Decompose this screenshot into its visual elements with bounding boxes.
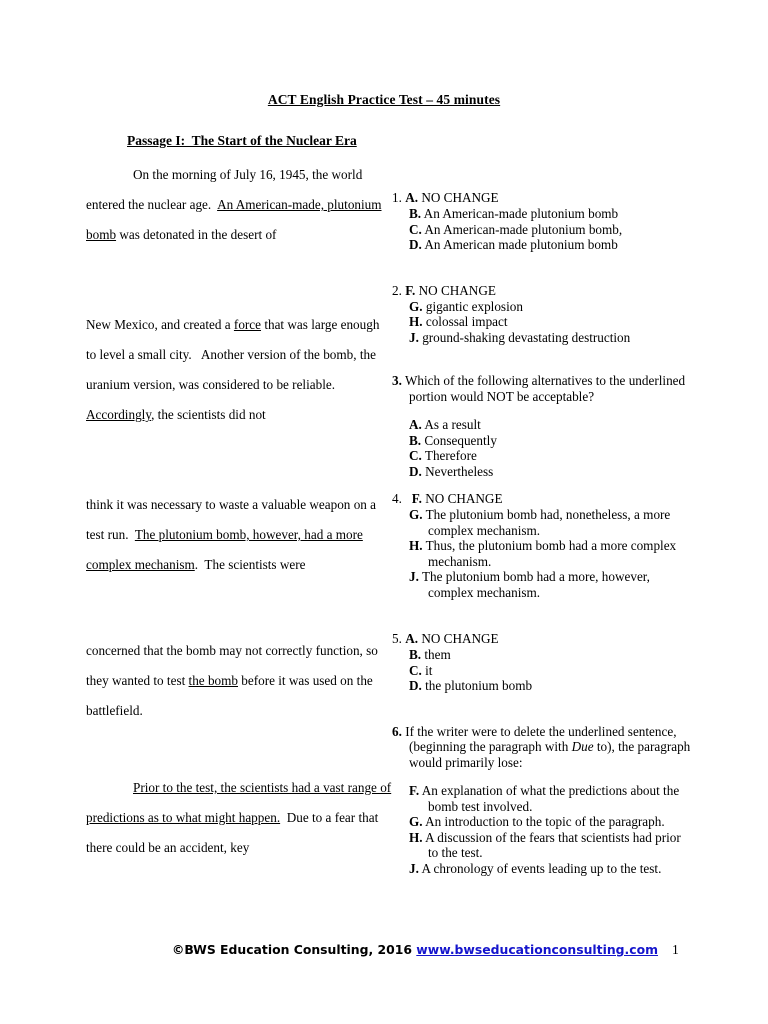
option-item[interactable] xyxy=(409,538,692,569)
passage-line xyxy=(86,370,386,400)
footer-content xyxy=(172,942,658,958)
option-text[interactable]: gigantic explosion xyxy=(425,298,523,314)
option-item[interactable] xyxy=(409,222,692,238)
passage-line xyxy=(86,310,386,340)
underlined-portion: An American-made, plutonium xyxy=(217,197,382,212)
option-list xyxy=(409,299,692,346)
passage-text: before it was used on the xyxy=(238,673,373,688)
option-item[interactable] xyxy=(409,830,692,861)
passage-text: to level a small city. Another version of the bomb, the xyxy=(86,347,376,362)
question-number: 3. xyxy=(392,373,402,388)
option-text[interactable]: NO CHANGE xyxy=(425,491,503,506)
option-list xyxy=(409,206,692,253)
option-list xyxy=(409,417,692,479)
option-item[interactable] xyxy=(409,783,692,814)
option-letter[interactable]: B. xyxy=(409,206,422,221)
paragraph-spacer xyxy=(86,250,386,310)
option-text[interactable]: colossal impact xyxy=(425,314,508,329)
option-text[interactable]: NO CHANGE xyxy=(421,190,499,205)
option-letter[interactable]: G. xyxy=(409,814,423,829)
option-text[interactable]: An explanation of what the predictions about the bomb test involved. xyxy=(421,783,680,814)
option-letter[interactable]: A. xyxy=(405,190,419,205)
question-number: 2. xyxy=(392,282,402,298)
passage-text: that was large enough xyxy=(261,317,380,332)
option-letter[interactable]: B. xyxy=(409,647,422,662)
option-text[interactable]: Nevertheless xyxy=(425,463,494,479)
option-item[interactable] xyxy=(409,814,692,830)
option-text[interactable]: As a result xyxy=(424,417,481,432)
option-item[interactable] xyxy=(409,206,692,222)
passage-line xyxy=(86,490,386,520)
option-letter[interactable]: J. xyxy=(409,569,419,584)
passage-text: battlefield. xyxy=(86,703,143,718)
passage-text: New Mexico, and created a xyxy=(86,317,234,332)
question-stem-emphasis: Due xyxy=(571,739,594,754)
option-list xyxy=(409,783,692,876)
question-stem-text: Which of the following alternatives to the underlined portion would NOT be acceptable? xyxy=(404,373,686,404)
option-text[interactable]: A discussion of the fears that scientists had prior to the test. xyxy=(425,829,681,860)
underlined-portion: Accordingly xyxy=(86,407,152,422)
question-stem xyxy=(392,373,692,404)
question-1 xyxy=(392,190,692,253)
question-stem xyxy=(392,724,692,771)
underlined-portion: bomb xyxy=(86,227,117,242)
passage-line xyxy=(86,833,386,863)
page-number: 1 xyxy=(672,942,679,957)
question-spacer xyxy=(392,345,692,373)
option-item[interactable] xyxy=(409,647,692,663)
passage-line xyxy=(86,696,386,726)
option-text[interactable]: them xyxy=(424,647,451,662)
question-spacer xyxy=(392,253,692,283)
underlined-portion: The plutonium bomb, however, had a more xyxy=(134,527,363,542)
passage-text: was detonated in the desert of xyxy=(116,227,277,242)
passage-line xyxy=(86,220,386,250)
website-link[interactable]: www.bwseducationconsulting.com xyxy=(416,942,659,957)
option-letter[interactable]: B. xyxy=(409,432,422,448)
passage-line xyxy=(86,803,386,833)
option-text[interactable]: The plutonium bomb had a more, however, complex mechanism. xyxy=(421,569,650,600)
question-number: 6. xyxy=(392,723,402,739)
passage-line xyxy=(86,400,386,430)
stem-spacer xyxy=(392,770,692,783)
option-item[interactable] xyxy=(409,433,692,449)
question-number: 1. xyxy=(392,190,402,205)
option-text[interactable]: A chronology of events leading up to the test. xyxy=(421,860,662,876)
option-letter[interactable]: H. xyxy=(409,538,423,553)
option-letter[interactable]: G. xyxy=(409,298,423,314)
question-number: 4. xyxy=(392,491,402,506)
question-4 xyxy=(392,491,692,600)
option-letter[interactable]: G. xyxy=(409,507,423,522)
option-item[interactable] xyxy=(409,417,692,433)
option-text[interactable]: The plutonium bomb had, nonetheless, a more complex mechanism. xyxy=(425,507,671,538)
underlined-portion: Prior to the test, the scientists had a vast range of xyxy=(133,780,392,795)
paragraph-spacer xyxy=(86,580,386,636)
option-text[interactable]: Therefore xyxy=(424,448,477,463)
passage-line xyxy=(86,773,392,803)
page-title-text: ACT English Practice Test – 45 minutes xyxy=(267,92,501,107)
option-letter[interactable]: F. xyxy=(405,282,416,298)
option-letter[interactable]: F. xyxy=(411,491,422,506)
option-letter[interactable]: F. xyxy=(409,783,420,798)
passage-line xyxy=(86,666,386,696)
passage-text: , the scientists did not xyxy=(151,407,266,422)
option-letter[interactable]: D. xyxy=(409,463,422,479)
option-text[interactable]: ground-shaking devastating destruction xyxy=(422,329,631,345)
option-text[interactable]: Thus, the plutonium bomb had a more complex mechanism. xyxy=(425,538,677,569)
question-first-line xyxy=(392,190,692,206)
option-text[interactable]: An American-made plutonium bomb xyxy=(423,206,619,221)
option-letter[interactable]: C. xyxy=(409,662,422,678)
option-letter[interactable]: C. xyxy=(409,448,422,463)
question-spacer xyxy=(392,600,692,631)
option-item[interactable] xyxy=(409,299,692,315)
passage-text: . The scientists were xyxy=(194,557,306,572)
underlined-portion: complex mechanism xyxy=(86,557,195,572)
underlined-portion: predictions as to what might happen. xyxy=(86,810,281,825)
passage-text: uranium version, was considered to be reliable. xyxy=(86,377,336,392)
option-item[interactable] xyxy=(409,569,692,600)
option-item[interactable] xyxy=(409,330,692,346)
option-text[interactable]: An American made plutonium bomb xyxy=(424,237,618,252)
question-spacer xyxy=(392,694,692,724)
question-first-line xyxy=(392,283,692,299)
page-footer xyxy=(0,942,768,962)
option-item[interactable] xyxy=(409,237,692,253)
question-stem-text: If the writer were to delete the underlined sentence, (beginning the paragraph with xyxy=(405,723,677,754)
question-2 xyxy=(392,283,692,346)
passage-line xyxy=(86,520,386,550)
question-first-line xyxy=(392,491,692,507)
option-text[interactable]: NO CHANGE xyxy=(418,282,496,298)
option-letter[interactable]: D. xyxy=(409,237,422,252)
option-text[interactable]: An American-made plutonium bomb, xyxy=(424,221,623,237)
paragraph-spacer xyxy=(86,726,386,773)
question-3 xyxy=(392,373,692,479)
underlined-portion: the bomb xyxy=(188,673,238,688)
option-letter[interactable]: D. xyxy=(409,678,422,693)
passage-line xyxy=(86,190,386,220)
option-text[interactable]: Consequently xyxy=(424,432,497,448)
option-item[interactable] xyxy=(409,663,692,679)
passage-heading: Passage I: The Start of the Nuclear Era xyxy=(127,133,357,148)
passage-text: they wanted to test xyxy=(86,673,189,688)
question-6 xyxy=(392,724,692,877)
questions-column xyxy=(392,190,692,876)
underlined-portion: force xyxy=(233,317,262,332)
question-first-line xyxy=(392,631,692,647)
option-text[interactable]: NO CHANGE xyxy=(421,631,499,646)
question-number: 5. xyxy=(392,631,402,646)
passage-line xyxy=(86,636,386,666)
passage-text: think it was necessary to waste a valuable weapon on a xyxy=(86,497,377,512)
option-item[interactable] xyxy=(409,678,692,694)
option-item[interactable] xyxy=(409,861,692,877)
stem-spacer xyxy=(392,404,692,417)
option-letter[interactable]: J. xyxy=(409,860,419,876)
option-list xyxy=(409,507,692,600)
passage-line xyxy=(86,550,386,580)
option-letter[interactable]: H. xyxy=(409,829,423,845)
passage-text: there could be an accident, key xyxy=(86,840,250,855)
passage-line xyxy=(86,340,386,370)
option-letter[interactable]: A. xyxy=(409,417,422,432)
option-letter[interactable]: J. xyxy=(409,329,419,345)
option-letter[interactable]: A. xyxy=(405,631,419,646)
passage-text: entered the nuclear age. xyxy=(86,197,218,212)
question-spacer xyxy=(392,479,692,491)
option-item[interactable] xyxy=(409,507,692,538)
passage-column xyxy=(86,160,392,863)
copyright-notice: ©BWS Education Consulting, 2016 xyxy=(172,942,417,957)
option-letter[interactable]: H. xyxy=(409,314,423,329)
option-item[interactable] xyxy=(409,464,692,480)
passage-text: On the morning of July 16, 1945, the world xyxy=(133,167,363,182)
page-title xyxy=(0,92,768,108)
option-item[interactable] xyxy=(409,314,692,330)
option-text[interactable]: An introduction to the topic of the paragraph. xyxy=(425,814,665,829)
passage-line xyxy=(86,160,386,190)
paragraph-spacer xyxy=(86,430,386,490)
question-stem-text: to), the paragraph would primarily lose: xyxy=(409,739,691,770)
question-5 xyxy=(392,631,692,694)
passage-text: concerned that the bomb may not correctly function, so xyxy=(86,643,378,658)
option-text[interactable]: it xyxy=(425,662,433,678)
option-letter[interactable]: C. xyxy=(409,221,422,237)
option-item[interactable] xyxy=(409,448,692,464)
passage-text: test run. xyxy=(86,527,135,542)
passage-text: Due to a fear that xyxy=(280,810,379,825)
option-list xyxy=(409,647,692,694)
option-text[interactable]: the plutonium bomb xyxy=(425,678,533,693)
